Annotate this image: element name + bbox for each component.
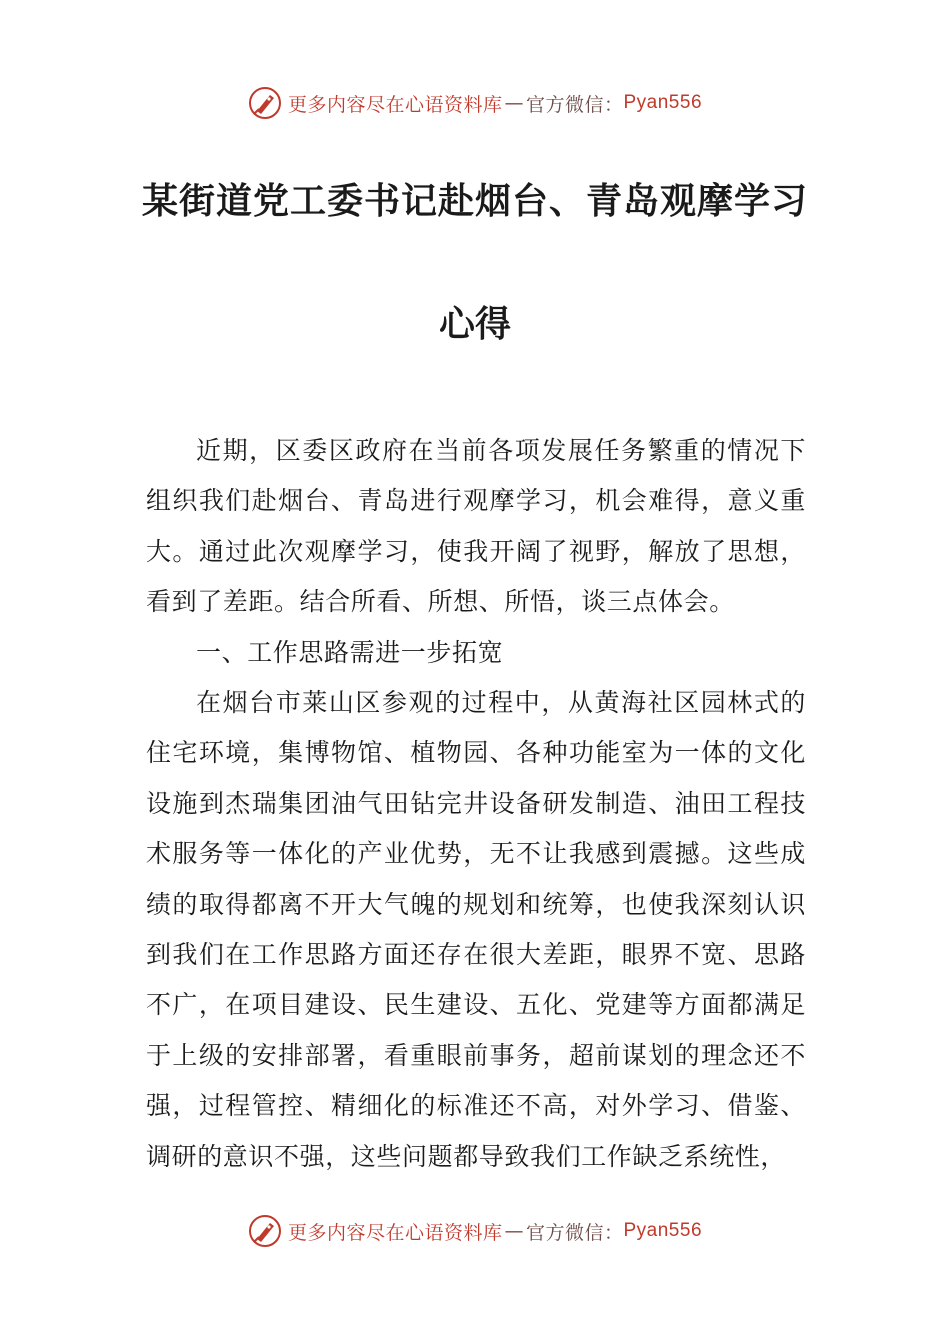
watermark-wechat-id: Pyan556 xyxy=(623,92,703,113)
watermark-separator: — xyxy=(504,1220,524,1242)
paragraph-intro: 近期，区委区政府在当前各项发展任务繁重的情况下组织我们赴烟台、青岛进行观摩学习，机会难得，意义重大。通过此次观摩学习，使我开阔了视野，解放了思想，看到了差距。结合所看、所想、所悟，谈三点体会。 xyxy=(146,436,806,617)
document-title-line2: 心得 xyxy=(438,303,511,345)
watermark-wechat-label: 官方微信： xyxy=(525,1221,624,1244)
pen-nib-icon xyxy=(248,86,282,120)
section-heading-1: 一、工作思路需进一步拓宽 xyxy=(196,637,504,667)
document-body xyxy=(146,426,806,1182)
watermark-wechat-id: Pyan556 xyxy=(623,1220,703,1241)
watermark-separator: — xyxy=(504,92,524,114)
watermark-banner-top xyxy=(0,83,950,123)
watermark-site-text: 更多内容尽在心语资料库 xyxy=(287,93,503,116)
document-title-line1: 某街道党工委书记赴烟台、青岛观摩学习 xyxy=(141,180,808,222)
paragraph-section-1: 在烟台市莱山区参观的过程中，从黄海社区园林式的住宅环境，集博物馆、植物园、各种功能室为一体的文化设施到杰瑞集团油气田钻完井设备研发制造、油田工程技术服务等一体化的产业优势，无不让我感到震撼。这些成绩的取得都离不开大气魄的规划和统筹，也使我深刻认识到我们在工作思路方面还存在很大差距，眼界不宽、思路不广，在项目建设、民生建设、五化、党建等方面都满足于上级的安排部署，看重眼前事务，超前谋划的理念还不强，过程管控、精细化的标准还不高，对外学习、借鉴、调研的意识不强，这些问题都导致我们工作缺乏系统性， xyxy=(146,688,806,1171)
watermark-banner-bottom xyxy=(0,1211,950,1251)
watermark-wechat-label: 官方微信： xyxy=(525,93,624,116)
pen-nib-icon xyxy=(248,1214,282,1248)
watermark-site-text: 更多内容尽在心语资料库 xyxy=(287,1221,503,1244)
